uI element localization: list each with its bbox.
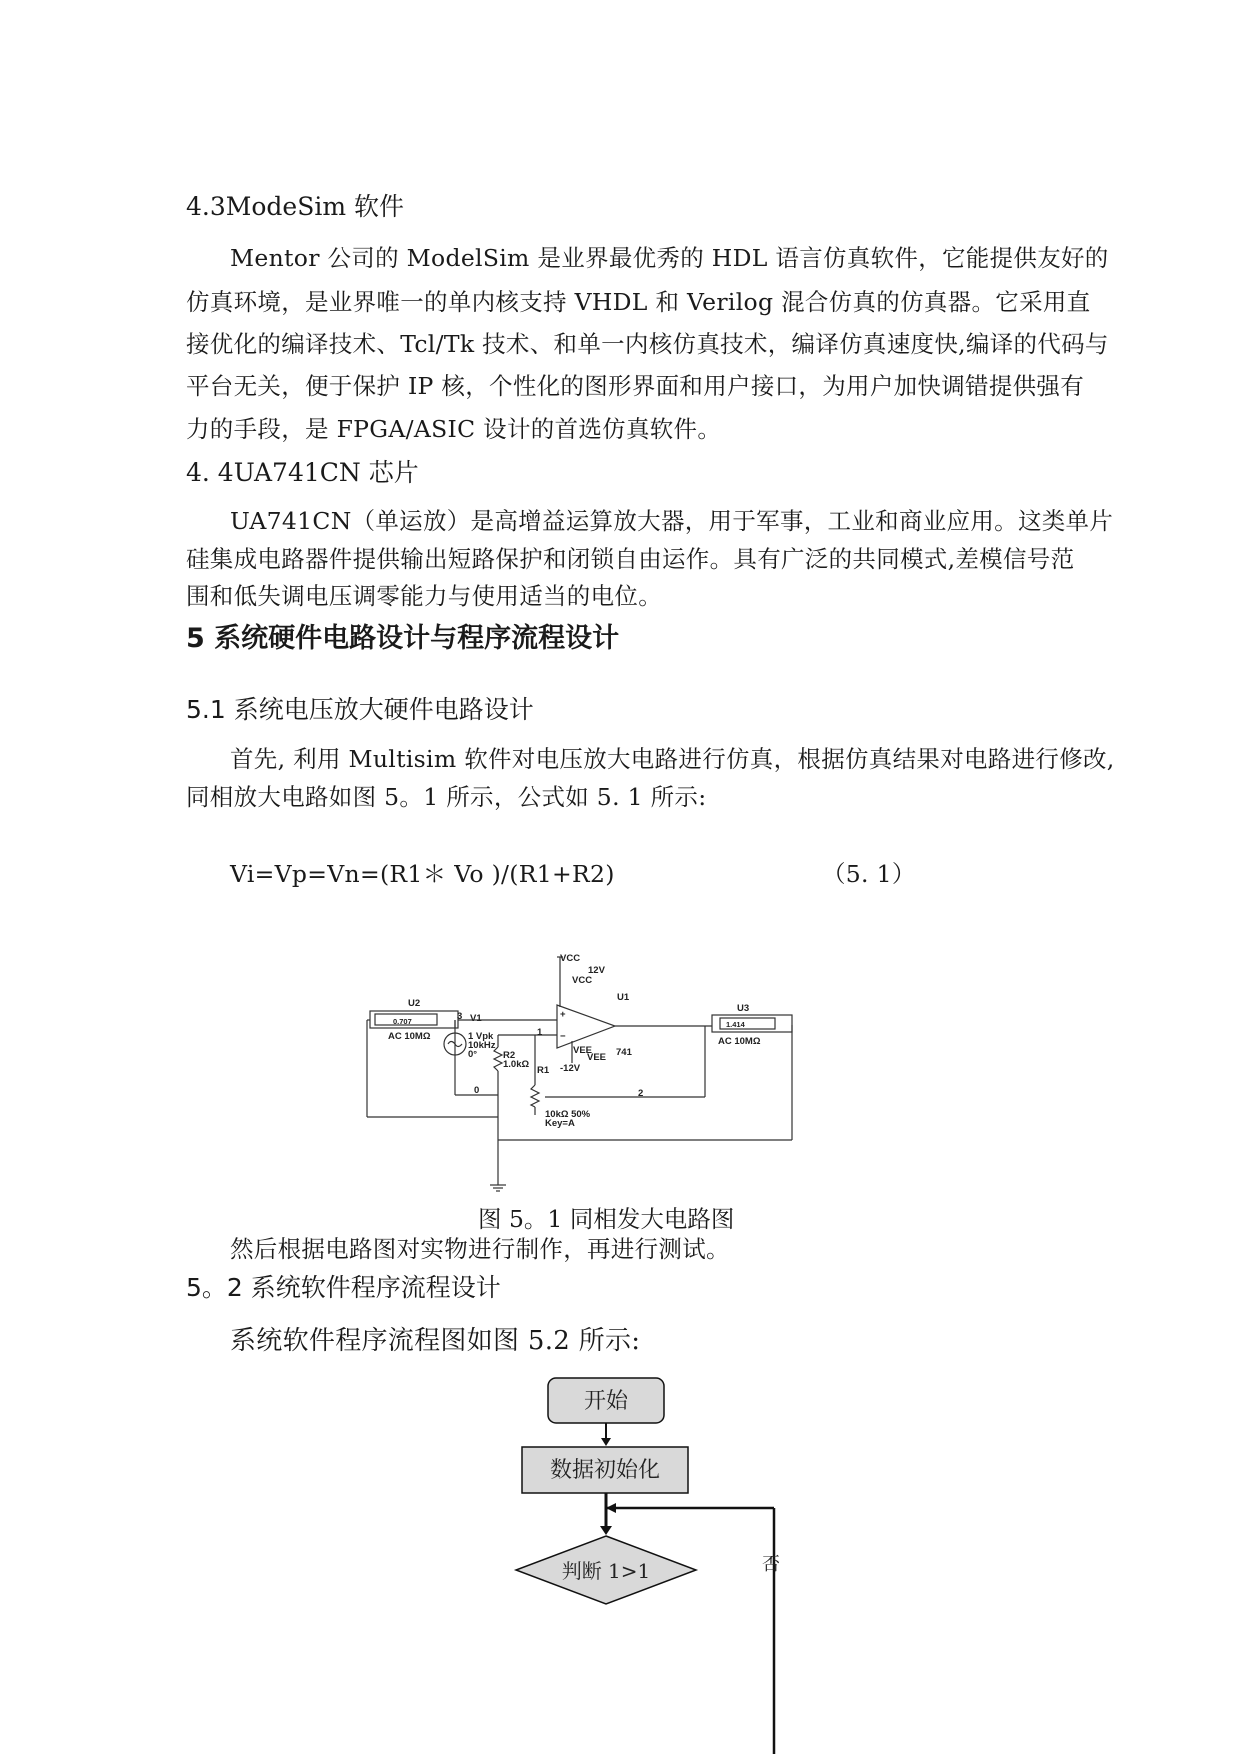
v1-label: V1 bbox=[470, 1013, 482, 1024]
u1-label: U1 bbox=[617, 992, 630, 1003]
r1-potentiometer bbox=[531, 1085, 539, 1107]
para-4-4-line-3: 围和低失调电压调零能力与使用适当的电位。 bbox=[186, 582, 662, 610]
heading-4-3: 4.3ModeSim 软件 bbox=[186, 192, 404, 221]
para-5-1-line-2: 同相放大电路如图 5。1 所示，公式如 5. 1 所示: bbox=[186, 783, 707, 811]
u2-mode: AC 10MΩ bbox=[388, 1031, 431, 1042]
vcc-voltage: 12V bbox=[588, 965, 605, 976]
para-4-3-line-5: 力的手段，是 FPGA/ASIC 设计的首选仿真软件。 bbox=[186, 415, 722, 443]
u3-label: U3 bbox=[737, 1003, 750, 1014]
heading-4-4: 4. 4UA741CN 芯片 bbox=[186, 458, 419, 487]
para-4-3-line-2: 仿真环境，是业界唯一的单内核支持 VHDL 和 Verilog 混合仿真的仿真器。它采用直 bbox=[186, 288, 1091, 316]
para-5-2-intro: 系统软件程序流程图如图 5.2 所示: bbox=[230, 1326, 641, 1356]
vee-label: VEE bbox=[573, 1045, 593, 1056]
para-4-4-line-1: UA741CN（单运放）是高增益运算放大器，用于军事，工业和商业应用。这类单片 bbox=[230, 507, 1114, 535]
opamp-plus: + bbox=[560, 1009, 566, 1020]
heading-5: 5 系统硬件电路设计与程序流程设计 bbox=[186, 623, 620, 654]
vee-pin-label: VEE bbox=[587, 1052, 607, 1063]
formula-5-1: Vi=Vp=Vn=(R1＊ Vo )/(R1+R2) bbox=[230, 860, 615, 888]
node-3: 3 bbox=[457, 1011, 463, 1022]
v1-frequency: 10kHz bbox=[468, 1040, 496, 1051]
node-0: 0 bbox=[474, 1085, 480, 1096]
flow-start-label: 开始 bbox=[583, 1389, 629, 1414]
para-4-3-line-4: 平台无关，便于保护 IP 核，个性化的图形界面和用户接口，为用户加快调错提供强有 bbox=[186, 372, 1085, 400]
flow-decision-label: 判断 1>1 bbox=[561, 1559, 651, 1583]
heading-5-1: 5.1 系统电压放大硬件电路设计 bbox=[186, 695, 534, 724]
v1-amplitude: 1 Vpk bbox=[468, 1031, 494, 1042]
circuit-diagram bbox=[360, 945, 810, 1195]
opamp-minus: − bbox=[560, 1031, 566, 1042]
v1-phase: 0° bbox=[468, 1049, 478, 1060]
u2-label: U2 bbox=[408, 998, 421, 1009]
r2-value: 1.0kΩ bbox=[503, 1059, 530, 1070]
u3-meter-value: 1.414 bbox=[726, 1020, 745, 1029]
para-5-1-line-1: 首先, 利用 Multisim 软件对电压放大电路进行仿真，根据仿真结果对电路进行修改, bbox=[230, 745, 1115, 773]
figure-5-1-caption: 图 5。1 同相发大电路图 bbox=[478, 1205, 735, 1233]
para-after-figure: 然后根据电路图对实物进行制作，再进行测试。 bbox=[230, 1235, 730, 1263]
node-2: 2 bbox=[638, 1088, 644, 1099]
r1-value: 10kΩ 50% bbox=[545, 1109, 591, 1120]
opamp-symbol bbox=[557, 1005, 615, 1048]
flowchart bbox=[490, 1370, 790, 1754]
u2-meter-value: 0.707 bbox=[393, 1017, 412, 1026]
para-4-3-line-1: Mentor 公司的 ModelSim 是业界最优秀的 HDL 语言仿真软件，它能提供友好的 bbox=[230, 244, 1109, 272]
opamp-model: 741 bbox=[616, 1047, 632, 1058]
heading-5-2: 5。2 系统软件程序流程设计 bbox=[186, 1273, 501, 1302]
vee-voltage: -12V bbox=[560, 1063, 581, 1074]
u3-mode: AC 10MΩ bbox=[718, 1036, 761, 1047]
vcc-pin-label: VCC bbox=[572, 975, 593, 986]
r1-key: Key=A bbox=[545, 1118, 575, 1129]
node-1: 1 bbox=[537, 1027, 543, 1038]
flow-no-label: 否 bbox=[762, 1554, 780, 1575]
r1-label: R1 bbox=[537, 1065, 550, 1076]
flow-init-label: 数据初始化 bbox=[549, 1458, 661, 1483]
para-4-3-line-3: 接优化的编译技术、Tcl/Tk 技术、和单一内核仿真技术，编译仿真速度快,编译的代码与 bbox=[186, 330, 1109, 358]
vcc-label: VCC bbox=[560, 953, 581, 964]
para-4-4-line-2: 硅集成电路器件提供输出短路保护和闭锁自由运作。具有广泛的共同模式,差模信号范 bbox=[186, 545, 1075, 573]
r2-label: R2 bbox=[503, 1050, 516, 1061]
formula-number: （5. 1） bbox=[822, 860, 916, 888]
